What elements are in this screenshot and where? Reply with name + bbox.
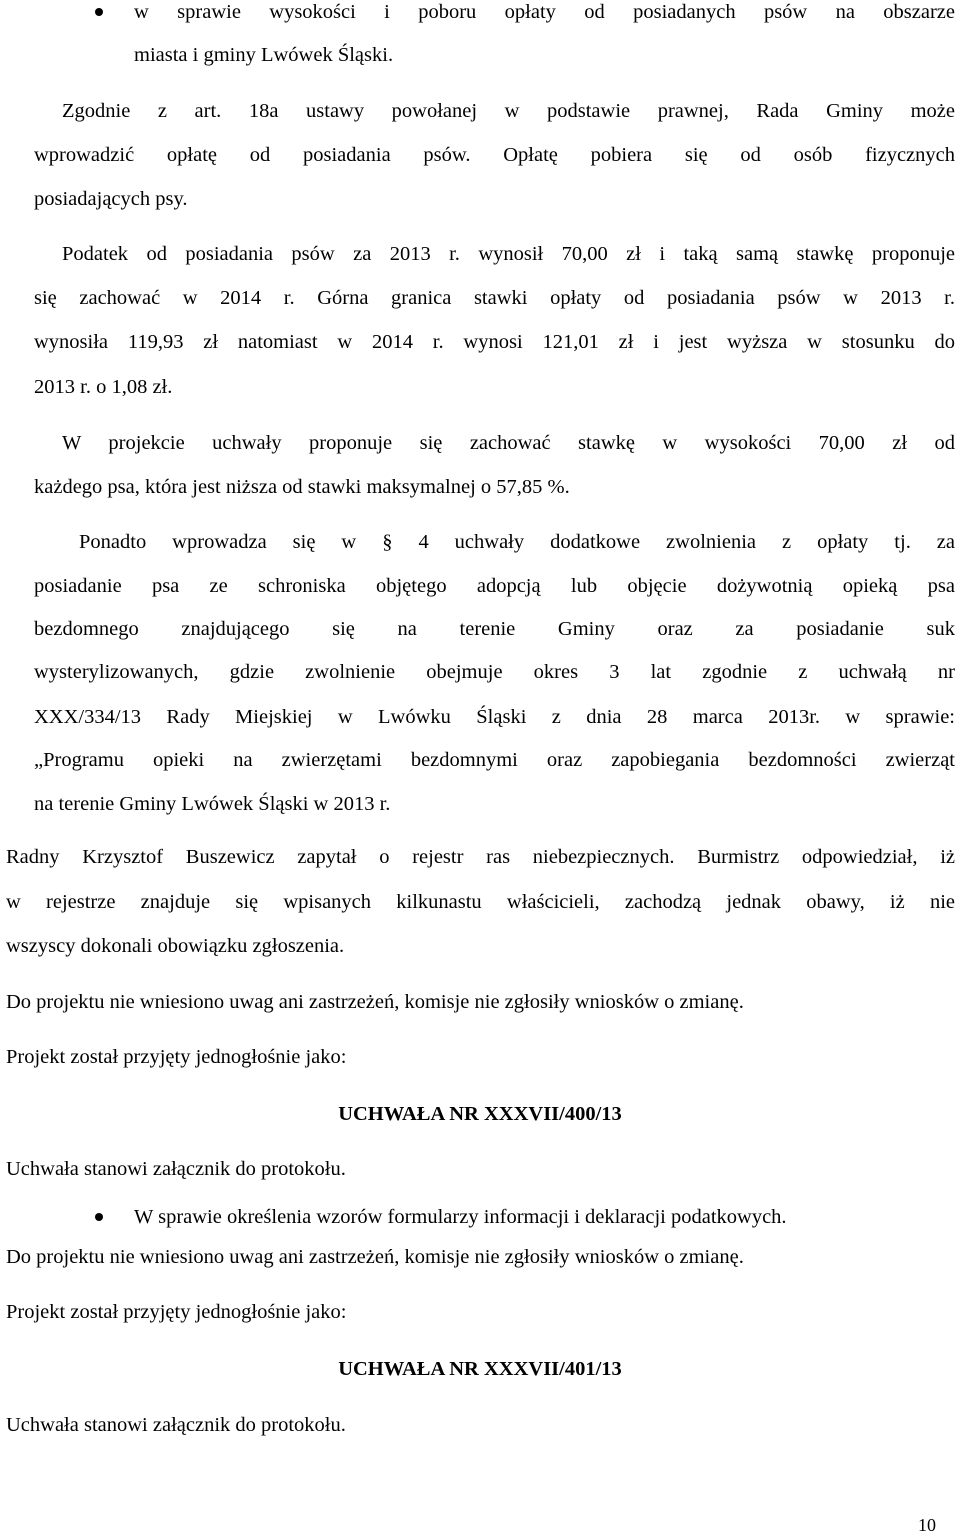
projekt-line-1: W projekcie uchwały proponuje się zachować stawkę w wysokości 70,00 zł od bbox=[62, 432, 955, 454]
resolution-heading-1: UCHWAŁA NR XXXVII/400/13 bbox=[338, 1103, 622, 1125]
bullet1-line-2: miasta i gminy Lwówek Śląski. bbox=[134, 44, 394, 66]
podatek-line-4: 2013 r. o 1,08 zł. bbox=[34, 376, 173, 398]
attachment-note-2: Uchwała stanowi załącznik do protokołu. bbox=[6, 1414, 346, 1436]
no-objections-1: Do projektu nie wniesiono uwag ani zastrzeżeń, komisje nie zgłosiły wniosków o zmianę. bbox=[6, 991, 744, 1013]
resolution-heading-2: UCHWAŁA NR XXXVII/401/13 bbox=[338, 1358, 622, 1380]
podatek-line-2: się zachować w 2014 r. Górna granica stawki opłaty od posiadania psów w 2013 r. bbox=[34, 287, 955, 309]
no-objections-2: Do projektu nie wniesiono uwag ani zastrzeżeń, komisje nie zgłosiły wniosków o zmianę. bbox=[6, 1246, 744, 1268]
ponadto-line-1: Ponadto wprowadza się w § 4 uchwały dodatkowe zwolnienia z opłaty tj. za bbox=[79, 531, 955, 553]
ponadto-line-2: posiadanie psa ze schroniska objętego adopcją lub objęcie dożywotnią opieką psa bbox=[34, 575, 955, 597]
bullet-icon bbox=[95, 1213, 103, 1221]
projekt-line-2: każdego psa, która jest niższa od stawki maksymalnej o 57,85 %. bbox=[34, 476, 570, 498]
bullet-icon bbox=[95, 8, 103, 16]
zgodnie-line-2: wprowadzić opłatę od posiadania psów. Opłatę pobiera się od osób fizycznych bbox=[34, 144, 955, 166]
bullet1-line-1: w sprawie wysokości i poboru opłaty od posiadanych psów na obszarze bbox=[134, 1, 955, 23]
zgodnie-line-3: posiadających psy. bbox=[34, 188, 188, 210]
ponadto-line-6: „Programu opieki na zwierzętami bezdomnymi oraz zapobiegania bezdomności zwierząt bbox=[34, 749, 955, 771]
page-number: 10 bbox=[918, 1515, 936, 1535]
zgodnie-line-1: Zgodnie z art. 18a ustawy powołanej w podstawie prawnej, Rada Gminy może bbox=[62, 100, 955, 122]
ponadto-line-4: wysterylizowanych, gdzie zwolnienie obejmuje okres 3 lat zgodnie z uchwałą nr bbox=[34, 661, 955, 683]
radny-line-2: w rejestrze znajduje się wpisanych kilkunastu właścicieli, zachodzą jednak obawy, iż nie bbox=[6, 891, 955, 913]
ponadto-line-5: XXX/334/13 Rady Miejskiej w Lwówku Śląski z dnia 28 marca 2013r. w sprawie: bbox=[34, 706, 955, 728]
podatek-line-1: Podatek od posiadania psów za 2013 r. wynosił 70,00 zł i taką samą stawkę proponuje bbox=[62, 243, 955, 265]
adopted-1: Projekt został przyjęty jednogłośnie jako: bbox=[6, 1046, 347, 1068]
radny-line-1: Radny Krzysztof Buszewicz zapytał o rejestr ras niebezpiecznych. Burmistrz odpowiedział, iż bbox=[6, 846, 955, 868]
radny-line-3: wszyscy dokonali obowiązku zgłoszenia. bbox=[6, 935, 345, 957]
podatek-line-3: wynosiła 119,93 zł natomiast w 2014 r. wynosi 121,01 zł i jest wyższa w stosunku do bbox=[34, 331, 955, 353]
attachment-note-1: Uchwała stanowi załącznik do protokołu. bbox=[6, 1158, 346, 1180]
adopted-2: Projekt został przyjęty jednogłośnie jako: bbox=[6, 1301, 347, 1323]
ponadto-line-3: bezdomnego znajdującego się na terenie Gminy oraz za posiadanie suk bbox=[34, 618, 955, 640]
ponadto-line-7: na terenie Gminy Lwówek Śląski w 2013 r. bbox=[34, 793, 391, 815]
bullet2-text: W sprawie określenia wzorów formularzy informacji i deklaracji podatkowych. bbox=[134, 1206, 787, 1228]
